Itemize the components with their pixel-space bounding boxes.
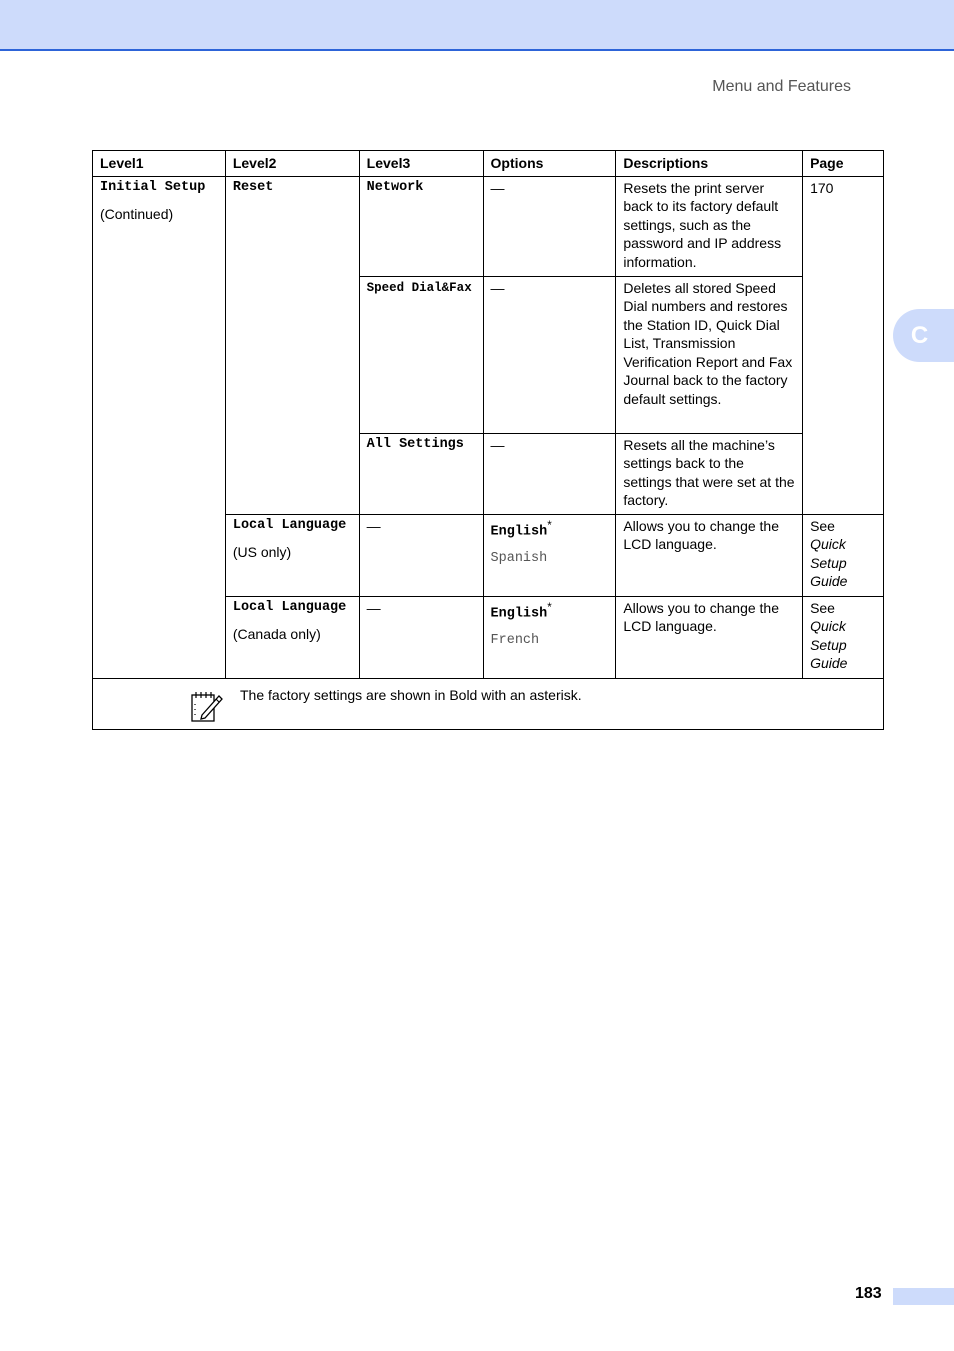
level3-cell: — — [359, 596, 483, 678]
page-see: See — [810, 517, 835, 534]
running-title: Menu and Features — [712, 78, 851, 95]
description-cell: Resets the print server back to its factory default settings, such as the password and IP address information. — [616, 176, 803, 276]
col-header-page: Page — [803, 151, 884, 177]
footnote-row — [93, 678, 884, 729]
options-cell — [483, 596, 616, 678]
footnote-cell — [93, 678, 884, 729]
page-number-bar — [893, 1288, 954, 1305]
level3-cell — [359, 276, 483, 433]
level2-reset: Reset — [232, 179, 274, 195]
asterisk: * — [547, 600, 552, 614]
option-alt: French — [490, 632, 540, 648]
header-band — [0, 0, 954, 51]
option-default: English — [490, 606, 548, 622]
page-ref: Quick — [810, 618, 846, 634]
page-ref: Guide — [810, 573, 848, 589]
header-row — [93, 151, 884, 177]
page-see: See — [810, 599, 835, 616]
level1-note: (Continued) — [100, 206, 174, 222]
page-cell — [803, 596, 884, 678]
page-ref: Guide — [810, 655, 848, 671]
chapter-tab[interactable]: C — [893, 309, 954, 362]
level2-cell — [225, 176, 359, 514]
option-alt: Spanish — [490, 550, 548, 566]
page-ref: Setup — [810, 554, 847, 571]
level2-cell — [225, 514, 359, 596]
level2-local-language: Local Language — [232, 517, 347, 533]
description-cell: Resets all the machine’s settings back to the settings that were set at the factory. — [616, 433, 803, 514]
col-header-descriptions: Descriptions — [616, 151, 803, 177]
description-cell: Deletes all stored Speed Dial numbers and restores the Station ID, Quick Dial List, Transmission Verification Report and Fax Journal back to the factory default settings. — [616, 276, 803, 433]
level3-speed-dial-fax: Speed Dial&Fax — [366, 280, 472, 295]
menu-table — [92, 150, 884, 730]
page-ref: Setup — [810, 636, 847, 653]
options-cell: — — [483, 176, 616, 276]
level2-local-language: Local Language — [232, 599, 347, 615]
level2-cell — [225, 596, 359, 678]
col-header-level1: Level1 — [93, 151, 226, 177]
page-number: 183 — [855, 1285, 882, 1302]
level3-all-settings: All Settings — [366, 436, 464, 452]
col-header-level2: Level2 — [225, 151, 359, 177]
footnote-text: The factory settings are shown in Bold with an asterisk. — [240, 686, 582, 703]
options-cell: — — [483, 433, 616, 514]
options-cell — [483, 514, 616, 596]
table-row — [93, 176, 884, 276]
level3-cell — [359, 176, 483, 276]
level2-note: (Canada only) — [232, 626, 321, 642]
level1-label: Initial Setup — [100, 179, 206, 195]
options-cell: — — [483, 276, 616, 433]
description-cell: Allows you to change the LCD language. — [616, 514, 803, 596]
col-header-options: Options — [483, 151, 616, 177]
level3-network: Network — [366, 179, 424, 195]
col-header-level3: Level3 — [359, 151, 483, 177]
level2-note: (US only) — [232, 544, 292, 560]
page-ref: Quick — [810, 536, 846, 552]
level1-cell — [93, 176, 226, 678]
description-cell: Allows you to change the LCD language. — [616, 596, 803, 678]
option-default: English — [490, 524, 548, 540]
level3-cell — [359, 433, 483, 514]
page-cell — [803, 514, 884, 596]
level3-cell: — — [359, 514, 483, 596]
note-pencil-icon — [190, 689, 224, 723]
asterisk: * — [547, 518, 552, 532]
page-cell: 170 — [803, 176, 884, 514]
